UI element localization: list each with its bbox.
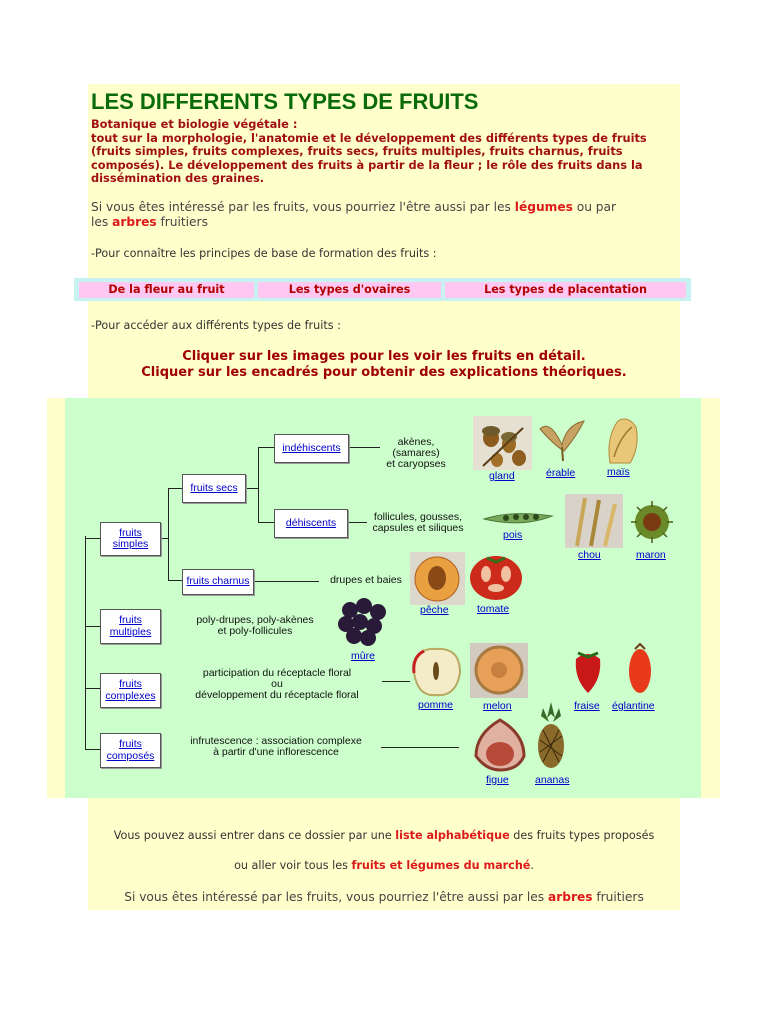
- dehiscents-description: follicules, gousses, capsules et siliques: [372, 511, 464, 534]
- mure-link[interactable]: mûre: [351, 650, 375, 662]
- arbres-link[interactable]: arbres: [112, 215, 157, 229]
- intro-line: tout sur la morphologie, l'anatomie et le développement des différents types de fruits: [91, 130, 647, 145]
- intro-line: Botanique et biologie végétale :: [91, 117, 298, 131]
- connector-line: [347, 522, 367, 523]
- connector-line: [258, 447, 259, 523]
- fruits-composes-box[interactable]: fruits composés: [100, 733, 161, 768]
- footer-line-3: Si vous êtes intéressé par les fruits, vous pourriez l'être aussi par les arbres fruitiers: [124, 890, 644, 904]
- ananas-image[interactable]: [535, 700, 567, 770]
- intro-line: (fruits simples, fruits complexes, fruits secs, fruits multiples, fruits charnus, fruits: [91, 144, 623, 158]
- figue-image[interactable]: [470, 716, 530, 772]
- peche-image[interactable]: [410, 552, 465, 605]
- fraise-link[interactable]: fraise: [574, 700, 600, 712]
- maron-link[interactable]: maron: [636, 549, 666, 561]
- pomme-link[interactable]: pomme: [418, 699, 454, 711]
- connector-line: [168, 488, 182, 489]
- charnus-description: drupes et baies: [330, 574, 402, 586]
- multiples-description: poly-drupes, poly-akènes et poly-follicules: [196, 614, 314, 637]
- intro-line: composés). Le développement des fruits à partir de la fleur ; le rôle des fruits dans la: [91, 157, 643, 172]
- tomate-image[interactable]: [469, 552, 524, 602]
- indehiscents-box[interactable]: indéhiscents: [274, 434, 349, 463]
- fraise-image[interactable]: [570, 643, 606, 698]
- connector-line: [258, 447, 274, 448]
- melon-link[interactable]: melon: [483, 700, 512, 712]
- connector-line: [168, 580, 182, 581]
- access-label: -Pour accéder aux différents types de fruits :: [91, 319, 341, 332]
- connector-line: [85, 536, 86, 750]
- composes-description: infrutescence : association complexe à partir d'une inflorescence: [190, 735, 362, 758]
- chou-image[interactable]: [565, 494, 623, 548]
- legumes-link[interactable]: légumes: [514, 200, 573, 214]
- chou-link[interactable]: chou: [578, 549, 601, 561]
- dehiscents-box[interactable]: déhiscents: [274, 509, 348, 538]
- fruits-simples-box[interactable]: fruits simples: [100, 522, 161, 556]
- page-title: LES DIFFERENTS TYPES DE FRUITS: [91, 89, 479, 114]
- connector-line: [253, 581, 319, 582]
- connector-line: [258, 522, 274, 523]
- interest-paragraph: Si vous êtes intéressé par les fruits, vous pourriez l'être aussi par les légumes ou par les arbres fruitiers: [91, 200, 617, 229]
- footer-arbres-link[interactable]: arbres: [547, 890, 593, 904]
- footer-line-2: ou aller voir tous les fruits et légumes du marché.: [234, 859, 534, 872]
- intro-text: [91, 118, 681, 186]
- pomme-image[interactable]: [410, 643, 464, 699]
- fruits-charnus-box[interactable]: fruits charnus: [182, 569, 254, 595]
- eglantine-link[interactable]: églantine: [612, 700, 655, 712]
- liste-alphabetique-link[interactable]: liste alphabétique: [395, 829, 510, 842]
- footer-line-1: Vous pouvez aussi entrer dans ce dossier par une liste alphabétique des fruits types proposés: [113, 829, 655, 842]
- peche-link[interactable]: pêche: [420, 604, 449, 616]
- gland-link[interactable]: gland: [489, 470, 515, 482]
- eglantine-image[interactable]: [625, 643, 655, 698]
- connector-line: [85, 749, 100, 750]
- intro-line: dissémination des graines.: [91, 171, 265, 185]
- tomate-link[interactable]: tomate: [477, 603, 510, 615]
- maron-image[interactable]: [627, 499, 677, 545]
- ananas-link[interactable]: ananas: [535, 774, 570, 786]
- types-placentation-button[interactable]: Les types de placentation: [445, 282, 686, 298]
- mais-link[interactable]: maïs: [607, 466, 630, 478]
- mais-image[interactable]: [604, 413, 640, 467]
- pois-link[interactable]: pois: [503, 529, 523, 541]
- figue-link[interactable]: figue: [486, 774, 509, 786]
- erable-image[interactable]: [536, 415, 588, 465]
- melon-image[interactable]: [470, 643, 528, 698]
- types-ovaires-button[interactable]: Les types d'ovaires: [258, 282, 441, 298]
- cta-line-1: Cliquer sur les images pour les voir les fruits en détail.: [182, 349, 586, 364]
- fruits-secs-box[interactable]: fruits secs: [182, 474, 246, 503]
- gland-image[interactable]: [473, 416, 532, 470]
- connector-line: [382, 681, 410, 682]
- connector-line: [85, 688, 100, 689]
- connector-line: [85, 538, 100, 539]
- connector-line: [168, 488, 169, 581]
- fruits-complexes-box[interactable]: fruits complexes: [100, 673, 161, 708]
- complexes-description: participation du réceptacle floral ou développement du réceptacle floral: [195, 667, 359, 701]
- indehiscents-description: akènes, (samares) et caryopses: [386, 436, 446, 470]
- pois-image[interactable]: [482, 508, 554, 530]
- principles-label: -Pour connaître les principes de base de formation des fruits :: [91, 247, 437, 260]
- connector-line: [85, 626, 100, 627]
- cta-line-2: Cliquer sur les encadrés pour obtenir des explications théoriques.: [141, 365, 627, 380]
- marche-link[interactable]: fruits et légumes du marché: [351, 859, 531, 872]
- mure-image[interactable]: [334, 596, 392, 648]
- fruits-multiples-box[interactable]: fruits multiples: [100, 609, 161, 644]
- connector-line: [245, 488, 259, 489]
- connector-line: [348, 447, 380, 448]
- erable-link[interactable]: érable: [546, 467, 576, 479]
- connector-line: [381, 747, 459, 748]
- fleur-au-fruit-button[interactable]: De la fleur au fruit: [79, 282, 254, 298]
